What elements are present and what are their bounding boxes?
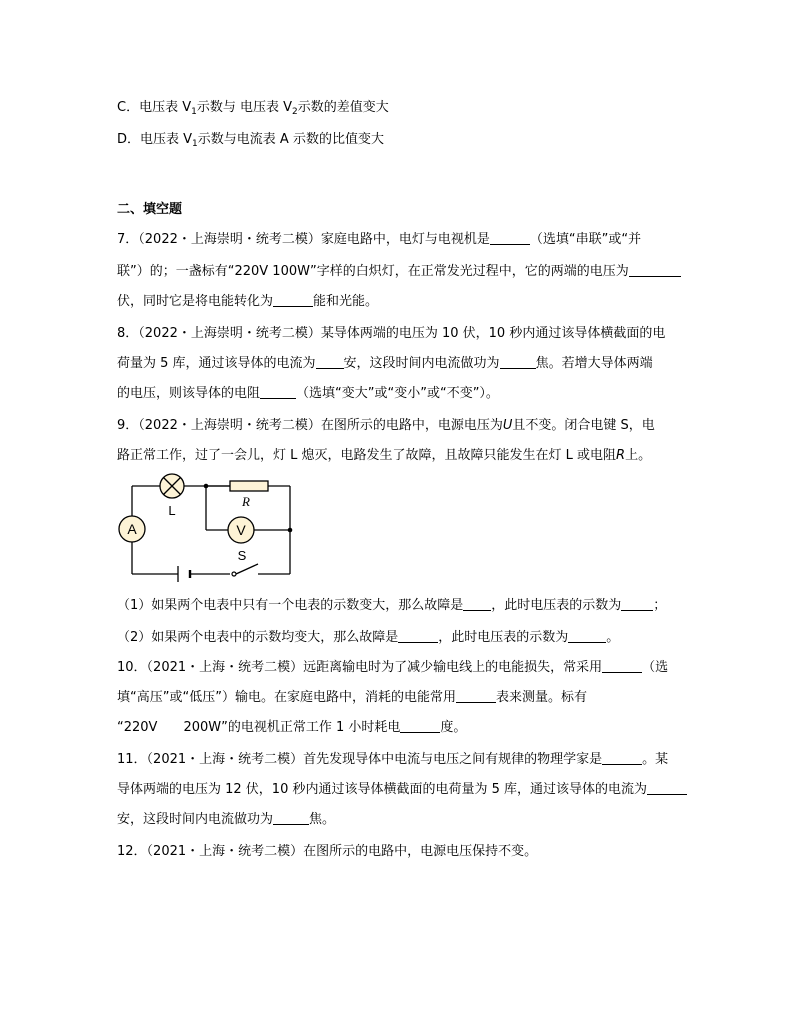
question-11-line-3 <box>117 810 335 830</box>
question-text: （选填“串联”或“并 <box>529 232 642 247</box>
question-text: 安，这段时间内电流做功为 <box>343 356 500 371</box>
question-text: 且不变。闭合电键 S，电 <box>512 418 655 433</box>
variable-u: U <box>502 418 513 433</box>
question-text: 10．（2021・上海・统考二模）远距离输电时为了减少输电线上的电能损失，常采用 <box>117 660 603 675</box>
answer-blank[interactable] <box>602 658 642 673</box>
question-8-line-1: 8．（2022・上海崇明・统考二模）某导体两端的电压为 10 伏，10 秒内通过该导体横截面的电 <box>117 326 666 341</box>
variable-r: R <box>616 448 626 463</box>
question-11-line-2 <box>117 780 687 800</box>
question-8-line-2 <box>117 354 653 374</box>
question-text: 度。 <box>440 720 467 735</box>
question-9-line-2 <box>117 446 651 466</box>
option-d-suffix: 示数与电流表 A 示数的比值变大 <box>197 132 384 147</box>
option-c-prefix: C．电压表 V <box>117 100 192 115</box>
answer-blank[interactable] <box>568 628 606 643</box>
question-text: （选 <box>642 660 669 675</box>
junction-dot <box>204 484 209 489</box>
subscript: 1 <box>191 107 197 117</box>
question-text: （选填“变大”或“变小”或“不变”）。 <box>296 386 499 401</box>
answer-blank[interactable] <box>621 596 653 611</box>
question-10-line-1 <box>117 658 668 678</box>
question-8-line-3 <box>117 384 499 404</box>
question-text: 。某 <box>642 752 669 767</box>
question-text: 联”）的；一盏标有“220V 100W”字样的白炽灯，在正常发光过程中，它的两端的电压为 <box>117 264 629 279</box>
question-9-sub-1 <box>117 596 666 616</box>
resistor-label: R <box>242 494 250 509</box>
subscript: 2 <box>292 107 298 117</box>
question-7-line-2 <box>117 262 681 282</box>
question-text: ，此时电压表的示数为 <box>491 598 622 613</box>
question-text: （1）如果两个电表中只有一个电表的示数变大，那么故障是 <box>117 598 464 613</box>
section-title: 二、填空题 <box>117 202 183 217</box>
question-text: ； <box>653 598 667 613</box>
option-c <box>117 98 389 122</box>
question-text: 导体两端的电压为 12 伏，10 秒内通过该导体横截面的电荷量为 5 库，通过该导体的电流为 <box>117 782 648 797</box>
question-text: 9．（2022・上海崇明・统考二模）在图所示的电路中，电源电压为 <box>117 418 503 433</box>
question-text: 。 <box>606 630 620 645</box>
question-10-line-2 <box>117 688 587 708</box>
answer-blank[interactable] <box>398 628 438 643</box>
question-text: ，此时电压表的示数为 <box>438 630 569 645</box>
question-12-line-1: 12．（2021・上海・统考二模）在图所示的电路中，电源电压保持不变。 <box>117 844 538 859</box>
question-7-line-3 <box>117 292 378 312</box>
question-text: 的电压，则该导体的电阻 <box>117 386 261 401</box>
question-text: 焦。 <box>309 812 336 827</box>
question-text: 上。 <box>625 448 652 463</box>
question-9-sub-2 <box>117 628 619 648</box>
answer-blank[interactable] <box>400 718 440 733</box>
question-text: 填“高压”或“低压”）输电。在家庭电路中，消耗的电能常用 <box>117 690 456 705</box>
question-text: 能和光能。 <box>313 294 379 309</box>
question-text: 表来测量。标有 <box>495 690 587 705</box>
junction-dot <box>288 528 293 533</box>
question-text: “220V 200W”的电视机正常工作 1 小时耗电 <box>117 720 401 735</box>
subscript: 1 <box>192 139 198 149</box>
question-text: 11．（2021・上海・统考二模）首先发现导体中电流与电压之间有规律的物理学家是 <box>117 752 603 767</box>
answer-blank[interactable] <box>629 262 681 277</box>
circuit-diagram <box>118 470 308 582</box>
answer-blank[interactable] <box>490 230 530 245</box>
question-7-line-1 <box>117 230 641 250</box>
question-10-line-3 <box>117 718 466 738</box>
answer-blank[interactable] <box>273 810 309 825</box>
answer-blank[interactable] <box>260 384 296 399</box>
option-d-prefix: D．电压表 V <box>117 132 193 147</box>
question-text: 焦。若增大导体两端 <box>535 356 653 371</box>
question-text: （2）如果两个电表中的示数均变大，那么故障是 <box>117 630 399 645</box>
question-text: 安，这段时间内电流做功为 <box>117 812 274 827</box>
question-11-line-1 <box>117 750 668 770</box>
option-c-suffix: 示数的差值变大 <box>297 100 389 115</box>
answer-blank[interactable] <box>602 750 642 765</box>
answer-blank[interactable] <box>500 354 536 369</box>
ammeter-label: A <box>127 521 137 537</box>
option-d <box>117 130 384 154</box>
answer-blank[interactable] <box>456 688 496 703</box>
question-9-line-1 <box>117 416 655 436</box>
switch-label: S <box>237 548 247 563</box>
answer-blank[interactable] <box>463 596 491 611</box>
answer-blank[interactable] <box>647 780 687 795</box>
voltmeter-label: V <box>236 522 246 538</box>
lamp-label: L <box>168 503 176 518</box>
answer-blank[interactable] <box>316 354 344 369</box>
question-text: 路正常工作，过了一会儿，灯 L 熄灭，电路发生了故障，且故障只能发生在灯 L 或电阻 <box>117 448 617 463</box>
question-text: 7．（2022・上海崇明・统考二模）家庭电路中，电灯与电视机是 <box>117 232 490 247</box>
switch-contact <box>232 572 236 576</box>
option-c-mid: 示数与 电压表 V <box>196 100 293 115</box>
question-text: 伏，同时它是将电能转化为 <box>117 294 274 309</box>
answer-blank[interactable] <box>273 292 313 307</box>
resistor-icon <box>230 481 268 491</box>
question-text: 荷量为 5 库，通过该导体的电流为 <box>117 356 316 371</box>
